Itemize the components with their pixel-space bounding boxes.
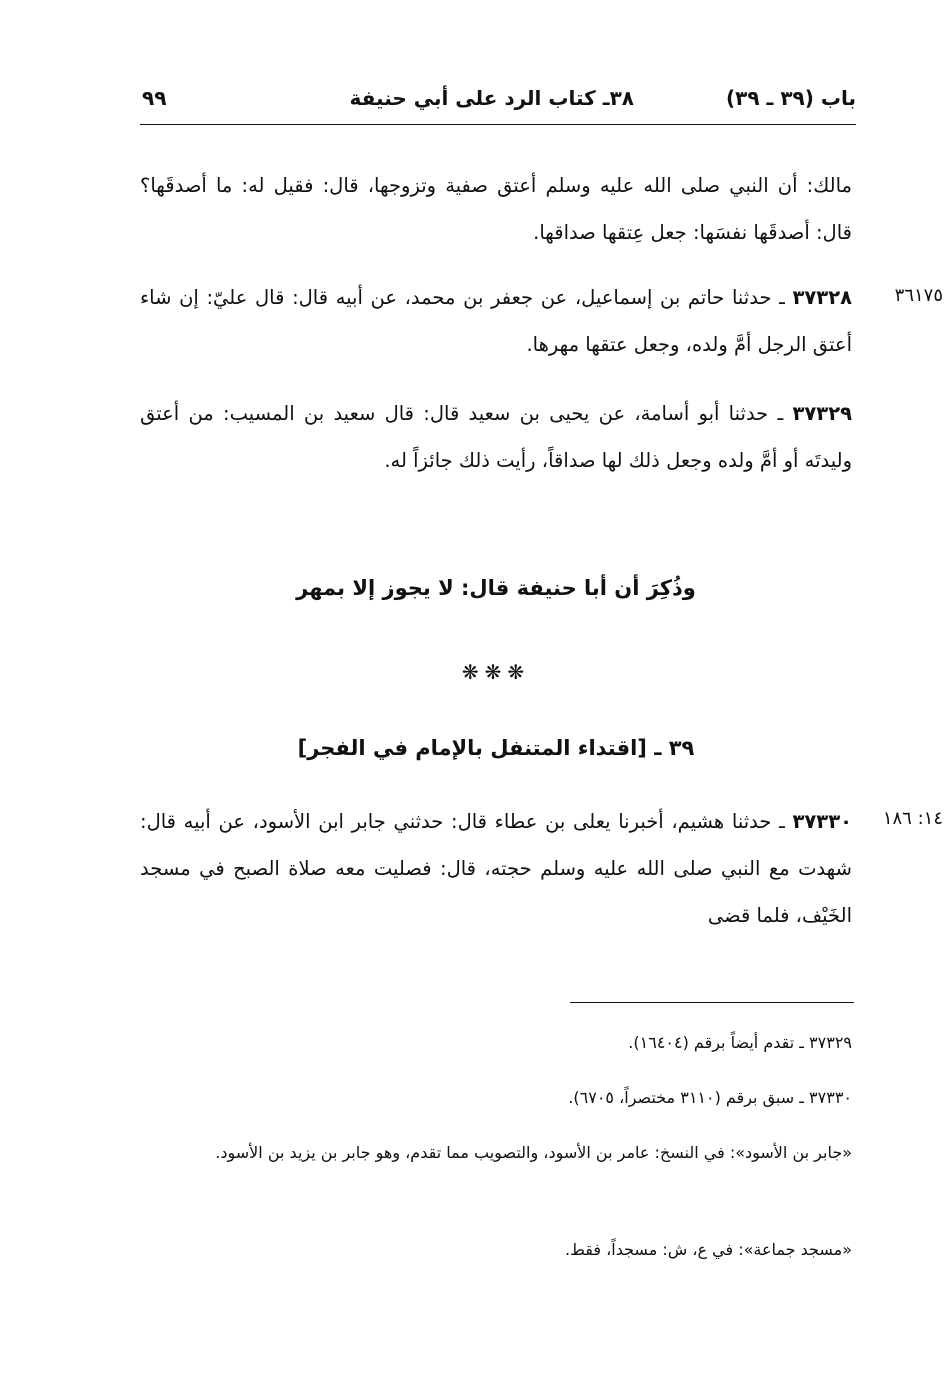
footnote: «جابر بن الأسود»: في النسخ: عامر بن الأسود، والتصويب مما تقدم، وهو جابر بن يزيد بن الأسود. bbox=[215, 1143, 852, 1162]
chapter-reference: باب (٣٩ ـ ٣٩) bbox=[726, 86, 856, 110]
hadith-paragraph bbox=[140, 798, 852, 939]
margin-reference: ١٤: ١٨٦ bbox=[882, 808, 943, 829]
footnote: ٣٧٣٢٩ ـ تقدم أيضاً برقم (١٦٤٠٤). bbox=[628, 1033, 852, 1052]
book-title: ٣٨ـ كتاب الرد على أبي حنيفة bbox=[349, 86, 634, 110]
hadith-paragraph bbox=[140, 390, 852, 484]
chapter-heading: ٣٩ ـ [اقتداء المتنفل بالإمام في الفجر] bbox=[297, 736, 695, 760]
separator-stars: ❋❋❋ bbox=[461, 660, 531, 684]
footnote: ٣٧٣٣٠ ـ سبق برقم (٣١١٠ مختصراً، ٦٧٠٥). bbox=[568, 1088, 852, 1107]
header-divider bbox=[140, 124, 856, 125]
hadith-number: ٣٧٣٣٠ bbox=[792, 810, 852, 833]
hadith-paragraph bbox=[140, 274, 852, 368]
margin-reference: ٣٦١٧٥ bbox=[894, 285, 943, 306]
hadith-text: ـ حدثنا أبو أسامة، عن يحيى بن سعيد قال: قال سعيد بن المسيب: من أعتق وليدتَه أو أمَّ ولده وجعل ذلك لها صداقاً، رأيت ذلك جائزاً له. bbox=[140, 402, 852, 472]
footnote-divider bbox=[570, 1002, 854, 1003]
footnote: «مسجد جماعة»: في ع، ش: مسجداً، فقط. bbox=[564, 1240, 852, 1259]
hadith-text: ـ حدثنا حاتم بن إسماعيل، عن جعفر بن محمد، عن أبيه قال: قال عليّ: إن شاء أعتق الرجل أمَّ ولده، وجعل عتقها مهرها. bbox=[140, 286, 852, 356]
hadith-number: ٣٧٣٢٩ bbox=[792, 402, 852, 425]
hadith-number: ٣٧٣٢٨ bbox=[792, 286, 852, 309]
continuation-paragraph: مالك: أن النبي صلى الله عليه وسلم أعتق صفية وتزوجها، قال: فقيل له: ما أصدقَها؟ قال: أصدقَها نفسَها: جعل عِتقها صداقها. bbox=[140, 174, 852, 244]
running-header bbox=[140, 78, 856, 122]
hadith-text: ـ حدثنا هشيم، أخبرنا يعلى بن عطاء قال: حدثني جابر ابن الأسود، عن أبيه قال: شهدت مع النبي صلى الله عليه وسلم حجته، قال: فصليت معه صلاة الصبح في مسجد الخَيْف، فلما قضى bbox=[140, 810, 852, 927]
page-number: ٩٩ bbox=[142, 86, 167, 110]
section-statement: وذُكِرَ أن أبا حنيفة قال: لا يجوز إلا بمهر bbox=[296, 576, 696, 600]
